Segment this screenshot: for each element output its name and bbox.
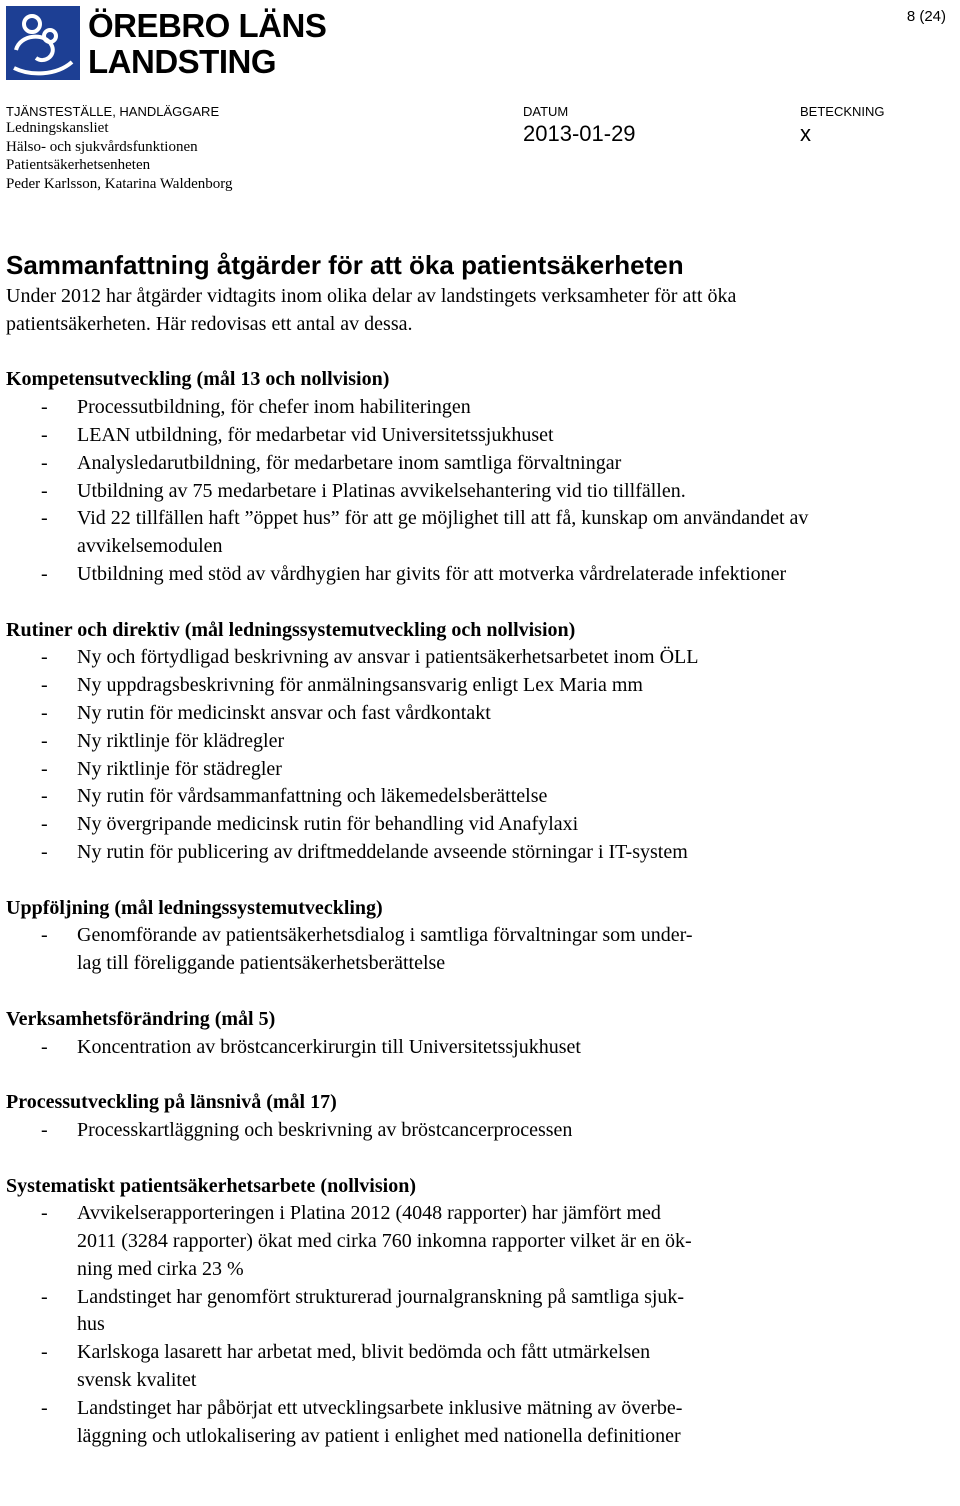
- list-item: - Processutbildning, för chefer inom habiliteringen: [6, 394, 836, 422]
- list-item: - Karlskoga lasarett har arbetat med, blivit bedömda och fått utmärkelsen svensk kvalitet: [6, 1339, 836, 1395]
- list-item: - Landstinget har genomfört strukturerad journalgranskning på samtliga sjuk- hus: [6, 1284, 836, 1340]
- org-name-line1: ÖREBRO LÄNS: [88, 7, 327, 44]
- bullet-list: [6, 1117, 836, 1145]
- list-item: - Ny riktlinje för klädregler: [6, 728, 836, 756]
- section-heading: Processutveckling på länsnivå (mål 17): [6, 1091, 337, 1114]
- page-number: 8 (24): [906, 8, 946, 25]
- sender-info: [6, 119, 233, 193]
- document-title: Sammanfattning åtgärder för att öka patientsäkerheten: [6, 250, 684, 280]
- section: [6, 1173, 836, 1451]
- label-sender: TJÄNSTESTÄLLE, HANDLÄGGARE: [6, 104, 220, 119]
- section-heading: Uppföljning (mål ledningssystemutveckling): [6, 896, 383, 919]
- list-item: - Ny uppdragsbeskrivning för anmälningsansvarig enligt Lex Maria mm: [6, 672, 836, 700]
- bullet-list: [6, 394, 836, 589]
- list-item: - Genomförande av patientsäkerhetsdialog i samtliga förvaltningar som under- lag till föreliggande patientsäkerhetsberättelse: [6, 922, 836, 978]
- bullet-list: [6, 644, 836, 866]
- list-item: - Avvikelserapporteringen i Platina 2012 (4048 rapporter) har jämfört med 2011 (3284 rapporter) ökat med cirka 760 inkomna rapporter vilket är en ök- ning med cirka 23 %: [6, 1200, 836, 1283]
- list-item: - Ny övergripande medicinsk rutin för behandling vid Anafylaxi: [6, 811, 836, 839]
- sections-container: [6, 366, 836, 1450]
- list-item: - Analysledarutbildning, för medarbetare inom samtliga förvaltningar: [6, 450, 836, 478]
- section-heading: Kompetensutveckling (mål 13 och nollvision): [6, 368, 390, 391]
- list-item: - Landstinget har påbörjat ett utvecklingsarbete inklusive mätning av överbe- läggning och utlokalisering av patient i enlighet med nationella definitioner: [6, 1395, 836, 1451]
- section: [6, 1089, 836, 1145]
- list-item: - Utbildning av 75 medarbetare i Platinas avvikelsehantering vid tio tillfällen.: [6, 478, 836, 506]
- sender-line: Peder Karlsson, Katarina Waldenborg: [6, 175, 233, 192]
- list-item: - LEAN utbildning, för medarbetar vid Universitetssjukhuset: [6, 422, 836, 450]
- document-date: 2013-01-29: [523, 121, 636, 146]
- list-item: - Processkartläggning och beskrivning av bröstcancerprocessen: [6, 1117, 836, 1145]
- list-item: - Ny rutin för medicinskt ansvar och fast vårdkontakt: [6, 700, 836, 728]
- section: [6, 366, 836, 588]
- section-heading: Verksamhetsförändring (mål 5): [6, 1007, 276, 1030]
- list-item: - Utbildning med stöd av vårdhygien har givits för att motverka vårdrelaterade infektioner: [6, 561, 836, 589]
- label-date: DATUM: [523, 104, 569, 119]
- sender-line: Patientsäkerhetsenheten: [6, 157, 151, 173]
- list-item: - Ny rutin för vårdsammanfattning och läkemedelsberättelse: [6, 783, 836, 811]
- label-reference: BETECKNING: [800, 104, 885, 119]
- bullet-list: [6, 922, 836, 978]
- landsting-logo: [6, 6, 80, 80]
- sender-line: Ledningskansliet: [6, 120, 109, 136]
- section: [6, 1006, 836, 1062]
- sender-line: Hälso- och sjukvårdsfunktionen: [6, 138, 198, 155]
- section-heading: Rutiner och direktiv (mål ledningssystemutveckling och nollvision): [6, 618, 576, 641]
- org-name-line2: LANDSTING: [88, 43, 276, 80]
- bullet-list: [6, 1034, 836, 1062]
- list-item: - Ny riktlinje för städregler: [6, 756, 836, 784]
- document-body: [6, 283, 836, 1478]
- list-item: - Ny och förtydligad beskrivning av ansvar i patientsäkerhetsarbetet inom ÖLL: [6, 644, 836, 672]
- intro-paragraph: Under 2012 har åtgärder vidtagits inom olika delar av landstingets verksamheter för att öka patientsäkerheten. Här redovisas ett antal av dessa.: [6, 285, 737, 335]
- logo-emblem-icon: [6, 6, 80, 80]
- section: [6, 895, 836, 978]
- list-item: - Koncentration av bröstcancerkirurgin till Universitetssjukhuset: [6, 1034, 836, 1062]
- list-item: - Ny rutin för publicering av driftmeddelande avseende störningar i IT-system: [6, 839, 836, 867]
- document-reference: x: [800, 121, 811, 146]
- section: [6, 617, 836, 867]
- list-item: - Vid 22 tillfällen haft ”öppet hus” för att ge möjlighet till att få, kunskap om användandet av avvikelsemodulen: [6, 505, 836, 561]
- bullet-list: [6, 1200, 836, 1450]
- section-heading: Systematiskt patientsäkerhetsarbete (nollvision): [6, 1174, 416, 1197]
